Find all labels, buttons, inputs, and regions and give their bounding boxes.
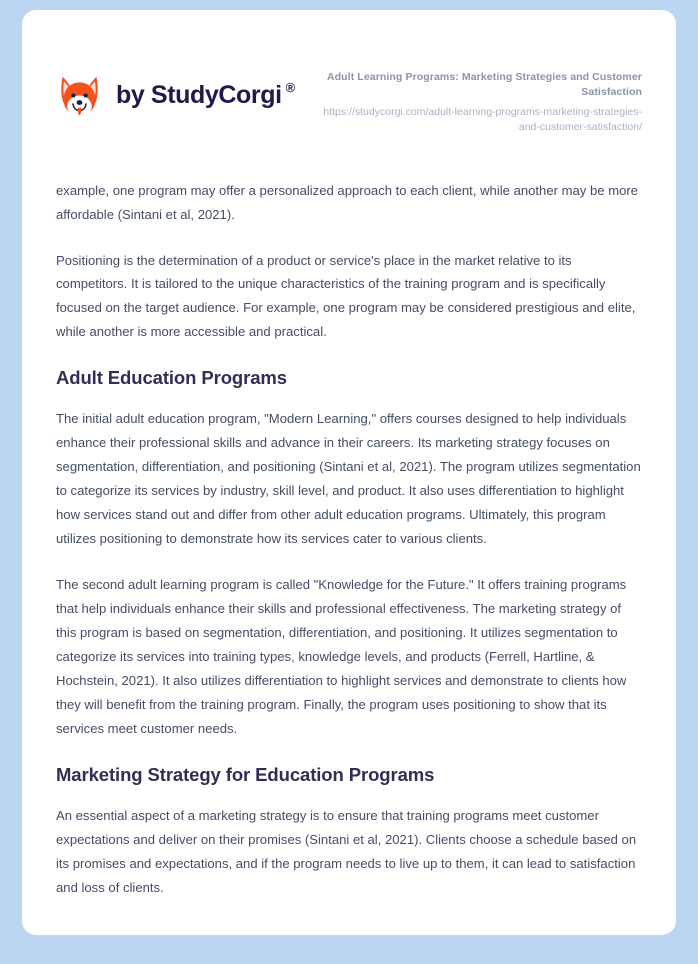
body-paragraph: An essential aspect of a marketing strategy is to ensure that training programs meet customer expectations and deliver on their promises (Sintani et al, 2021). Clients choose a schedule based on its promises and expectations, and if the program needs to live up to them, it can lead to satisfaction and loss of clients. [56,807,637,895]
corgi-face-icon [56,72,103,119]
body-paragraph: The initial adult education program, "Modern Learning," offers courses designed to help individuals enhance their professional skills and advance in their careers. Its marketing strategy focuses on segmentation, differentiation, and positioning (Sintani et al, 2021). The program utilizes segmentation to categorize its services by industry, skill level, and product. It also uses differentiation to highlight how services stand out and differ from other adult education programs. Ultimately, this program utilizes positioning to demonstrate how its services cater to various clients. [56,411,641,547]
document-meta [312,66,642,135]
body-paragraph: The second adult learning program is called "Knowledge for the Future." It offers training programs that help individuals enhance their skills and professional effectiveness. The marketing strategy of this program is based on segmentation, differentiation, and positioning. It utilizes segmentation to categorize its services into training types, knowledge levels, and products (Ferrell, Hartline, & Hochstein, 2021). It also utilizes differentiation to highlight services and demonstrate to clients how they will benefit from the training program. Finally, the program uses positioning to show that its services meet customer needs. [56,577,627,736]
body-paragraph: Positioning is the determination of a product or service's place in the market relative to its competitors. It is tailored to the unique characteristics of the training program and is specifically focused on the target audience. For example, one program may be considered prestigious and elite, while another is more accessible and practical. [56,252,636,340]
section-heading: Adult Education Programs [56,367,287,389]
brand-logo[interactable] [56,66,295,119]
registered-trademark-icon: ® [285,80,296,95]
brand-name: by StudyCorgi [116,81,282,109]
page-title: Adult Learning Programs: Marketing Strategies and Customer Satisfaction [326,71,642,98]
brand-wordmark [116,80,296,109]
document-sheet [22,10,676,935]
document-header [22,10,676,135]
document-body [22,179,676,900]
section-heading: Marketing Strategy for Education Programs [56,763,435,785]
source-url[interactable]: https://studycorgi.com/adult-learning-programs-marketing-strategies-and-customer-satisfaction/ [323,105,642,133]
body-paragraph: example, one program may offer a personalized approach to each client, while another may be more affordable (Sintani et al, 2021). [56,182,639,222]
